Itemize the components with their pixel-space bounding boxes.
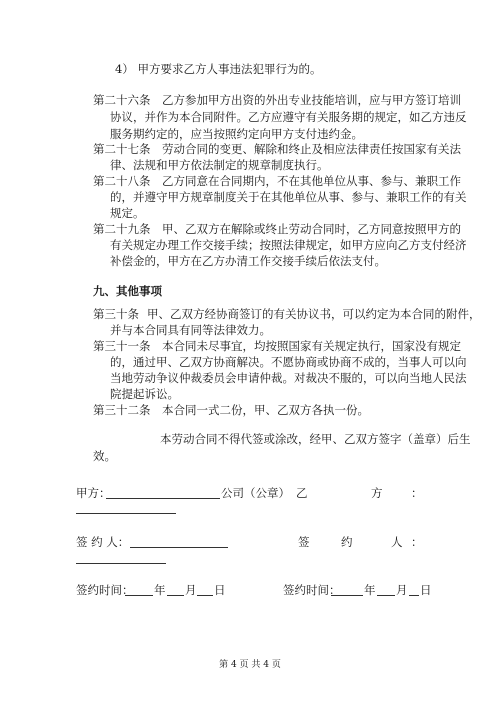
date-b-day-blank[interactable]	[409, 595, 419, 596]
signer-a-blank[interactable]	[130, 547, 228, 548]
article-27-label: 第二十七条	[93, 142, 151, 156]
article-30-label: 第三十条	[93, 307, 139, 321]
signer-b-char-1: 签	[298, 535, 310, 549]
party-a-blank[interactable]	[106, 498, 220, 499]
party-b-blank[interactable]	[76, 513, 176, 514]
article-31-line-1: 本合同未尽事宜，均按照国家有关规定执行，国家没有规定	[162, 339, 461, 353]
date-a-year-blank[interactable]	[125, 595, 153, 596]
article-31-line-2: 的，通过甲、乙双方协商解决。不愿协商或协商不成的，当事人可以向	[110, 355, 467, 369]
article-31-line-4: 院提起诉讼。	[110, 387, 179, 401]
article-29-line-1: 甲、乙双方在解除或终止劳动合同时，乙方同意按照甲方的	[162, 222, 461, 236]
article-27-line-1: 劳动合同的变更、解除和终止及相应法律责任按国家有关法	[162, 142, 461, 156]
party-b-char-2: 方	[371, 486, 383, 500]
date-a-month-blank[interactable]	[167, 595, 184, 596]
signer-a-label: 签 约 人：	[76, 535, 130, 549]
signer-b-blank[interactable]	[76, 563, 166, 564]
party-a-label: 甲方：	[76, 486, 111, 500]
list-item-4: 4） 甲方要求乙方人事违法犯罪行为的。	[115, 62, 322, 76]
date-b-year-unit: 年	[364, 583, 376, 597]
signer-b-char-4: ：	[411, 535, 423, 549]
article-26-line-1: 乙方参加甲方出资的外出专业技能培训，应与甲方签订培训	[162, 93, 461, 107]
article-28-label: 第二十八条	[93, 174, 151, 188]
article-28-line-1: 乙方同意在合同期内，不在其他单位从事、参与、兼职工作	[162, 174, 461, 188]
party-b-char-3: ：	[411, 486, 423, 500]
article-27-line-2: 律、法规和甲方依法制定的规章制度执行。	[110, 158, 329, 172]
article-30-line-2: 并与本合同具有同等法律效力。	[110, 323, 271, 337]
article-32-line-1: 本合同一式二份，甲、乙双方各执一份。	[162, 403, 369, 417]
party-b-char-1: 乙	[296, 486, 308, 500]
article-26-line-3: 服务期约定的，应当按照约定向甲方支付违约金。	[110, 127, 363, 141]
article-28-line-3: 规定。	[110, 206, 145, 220]
article-30-line-1: 甲、乙双方经协商签订的有关协议书，可以约定为本合同的附件，	[147, 307, 481, 321]
effect-line-1: 本劳动合同不得代签或涂改，经甲、乙双方签字（盖章）后生	[160, 432, 471, 446]
date-a-day-unit: 日	[214, 583, 226, 597]
date-a-month-unit: 月	[185, 583, 197, 597]
section-9-heading: 九、其他事项	[93, 284, 162, 298]
article-26-line-2: 协议，并作为本合同附件。乙方应遵守有关服务期的规定，如乙方违反	[110, 110, 467, 124]
effect-line-2: 效。	[93, 449, 116, 463]
signer-b-char-2: 约	[341, 535, 353, 549]
party-a-seal-label: 公司（公章）	[221, 486, 290, 500]
article-31-label: 第三十一条	[93, 339, 151, 353]
date-b-day-unit: 日	[420, 583, 432, 597]
article-29-line-2: 有关规定办理工作交接手续；按照法律规定，如甲方应向乙方支付经济	[110, 238, 467, 252]
date-b-year-blank[interactable]	[331, 595, 363, 596]
article-29-label: 第二十九条	[93, 222, 151, 236]
date-b-label: 签约时间：	[283, 583, 341, 597]
date-a-year-unit: 年	[154, 583, 166, 597]
signer-b-char-3: 人	[391, 535, 403, 549]
date-b-month-blank[interactable]	[377, 595, 395, 596]
article-28-line-2: 的，并遵守甲方规章制度关于在其他单位从事、参与、兼职工作的有关	[110, 190, 467, 204]
date-b-month-unit: 月	[396, 583, 408, 597]
article-32-label: 第三十二条	[93, 403, 151, 417]
article-26-label: 第二十六条	[93, 93, 151, 107]
article-31-line-3: 当地劳动争议仲裁委员会申请仲裁。对裁决不服的，可以向当地人民法	[110, 371, 467, 385]
date-a-label: 签约时间：	[76, 583, 134, 597]
date-a-day-blank[interactable]	[197, 595, 213, 596]
page-footer: 第 4 页 共 4 页	[219, 660, 281, 670]
article-29-line-3: 补偿金的，甲方在乙方办清工作交接手续后依法支付。	[110, 254, 386, 268]
